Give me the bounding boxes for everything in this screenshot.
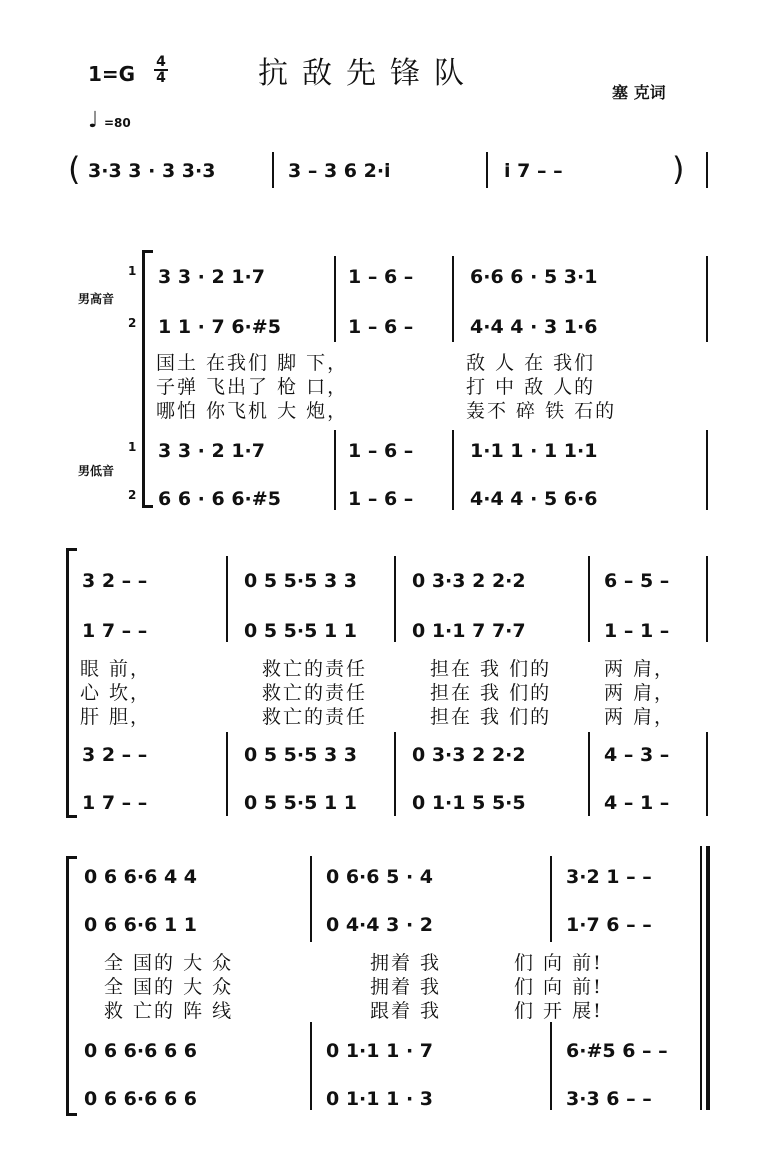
intro-measure: i 7 – – — [504, 160, 563, 182]
lyric-line: 两 肩， — [604, 682, 676, 704]
barline — [334, 256, 336, 342]
lyric-line: 轰不 碎 铁 石的 — [466, 400, 617, 422]
lyric-line: 敌 人 在 我们 — [466, 352, 596, 374]
final-barline — [706, 152, 708, 188]
voice-number: 1 — [128, 440, 137, 454]
barline — [272, 152, 274, 188]
voice-number: 2 — [128, 316, 137, 330]
lyric-line: 眼 前， — [80, 658, 152, 680]
barline — [452, 430, 454, 510]
tenor2-measure: 0 5 5·5 1 1 — [244, 620, 357, 642]
tenor2-measure: 4·4 4 · 3 1·6 — [470, 316, 598, 338]
lyric-line: 们 开 展! — [514, 1000, 603, 1022]
barline — [226, 556, 228, 642]
final-barline — [700, 846, 702, 1110]
barline — [452, 256, 454, 342]
barline — [310, 856, 312, 942]
barline — [588, 556, 590, 642]
bass2-measure: 0 1·1 1 · 3 — [326, 1088, 433, 1110]
bass1-measure: 3 3 · 2 1·7 — [158, 440, 265, 462]
song-title: 抗敌先锋队 — [258, 56, 478, 91]
barline — [394, 556, 396, 642]
tenor1-measure: 6·6 6 · 5 3·1 — [470, 266, 598, 288]
tenor1-measure: 3 2 – – — [82, 570, 148, 592]
barline — [550, 856, 552, 942]
intro-close-paren: ) — [672, 150, 685, 188]
bass1-measure: 0 1·1 1 · 7 — [326, 1040, 433, 1062]
bass1-measure: 6·#5 6 – – — [566, 1040, 668, 1062]
part-label-bass: 男低音 — [78, 464, 115, 478]
bass1-measure: 0 6 6·6 6 6 — [84, 1040, 197, 1062]
lyric-line: 救亡的责任 — [262, 706, 368, 728]
tenor1-measure: 3·2 1 – – — [566, 866, 652, 888]
bass2-measure: 4·4 4 · 5 6·6 — [470, 488, 598, 510]
time-signature: 4 4 — [154, 55, 168, 85]
voice-number: 1 — [128, 264, 137, 278]
tenor1-measure: 0 6·6 5 · 4 — [326, 866, 433, 888]
bass1-measure: 0 3·3 2 2·2 — [412, 744, 526, 766]
tenor1-measure: 0 5 5·5 3 3 — [244, 570, 357, 592]
lyric-line: 国土 在我们 脚 下， — [156, 352, 349, 374]
bass2-measure: 0 6 6·6 6 6 — [84, 1088, 197, 1110]
lyricist-credit: 塞 克词 — [612, 83, 666, 102]
lyric-line: 担在 我 们的 — [430, 658, 552, 680]
barline — [706, 732, 708, 816]
system-bracket — [66, 548, 77, 818]
tenor2-measure: 1 1 · 7 6·#5 — [158, 316, 281, 338]
bass2-measure: 1 – 6 – — [348, 488, 414, 510]
bass2-measure: 6 6 · 6 6·#5 — [158, 488, 281, 510]
barline — [706, 556, 708, 642]
bass2-measure: 0 5 5·5 1 1 — [244, 792, 357, 814]
lyric-line: 肝 胆， — [80, 706, 152, 728]
key-signature: 1=G — [88, 62, 136, 86]
tenor2-measure: 0 1·1 7 7·7 — [412, 620, 526, 642]
lyric-line: 担在 我 们的 — [430, 706, 552, 728]
tenor1-measure: 1 – 6 – — [348, 266, 414, 288]
tenor2-measure: 1·7 6 – – — [566, 914, 652, 936]
barline — [588, 732, 590, 816]
bass1-measure: 1·1 1 · 1 1·1 — [470, 440, 598, 462]
lyric-line: 哪怕 你飞机 大 炮， — [156, 400, 349, 422]
final-barline-thick — [706, 846, 710, 1110]
lyric-line: 两 肩， — [604, 658, 676, 680]
lyric-line: 拥着 我 — [370, 976, 442, 998]
tempo-value: =80 — [104, 116, 131, 130]
tenor1-measure: 6 – 5 – — [604, 570, 670, 592]
tenor2-measure: 0 6 6·6 1 1 — [84, 914, 197, 936]
lyric-line: 心 坎， — [80, 682, 152, 704]
barline — [706, 256, 708, 342]
bass2-measure: 0 1·1 5 5·5 — [412, 792, 526, 814]
lyric-line: 全 国的 大 众 — [104, 952, 234, 974]
tenor1-measure: 3 3 · 2 1·7 — [158, 266, 265, 288]
bass2-measure: 1 7 – – — [82, 792, 148, 814]
bass2-measure: 4 – 1 – — [604, 792, 670, 814]
tempo-note-icon: ♩ — [88, 108, 99, 133]
intro-measure: 3·3 3 · 3 3·3 — [88, 160, 216, 182]
bass1-measure: 4 – 3 – — [604, 744, 670, 766]
lyric-line: 担在 我 们的 — [430, 682, 552, 704]
barline — [310, 1022, 312, 1110]
part-label-tenor: 男高音 — [78, 292, 115, 306]
bass1-measure: 0 5 5·5 3 3 — [244, 744, 357, 766]
lyric-line: 们 向 前! — [514, 976, 603, 998]
tenor2-measure: 1 7 – – — [82, 620, 148, 642]
lyric-line: 两 肩， — [604, 706, 676, 728]
system-bracket — [66, 856, 77, 1116]
barline — [706, 430, 708, 510]
lyric-line: 全 国的 大 众 — [104, 976, 234, 998]
barline — [394, 732, 396, 816]
tenor1-measure: 0 3·3 2 2·2 — [412, 570, 526, 592]
lyric-line: 跟着 我 — [370, 1000, 442, 1022]
intro-open-paren: ( — [68, 150, 81, 188]
barline — [334, 430, 336, 510]
lyric-line: 拥着 我 — [370, 952, 442, 974]
barline — [486, 152, 488, 188]
lyric-line: 打 中 敌 人的 — [466, 376, 596, 398]
tenor2-measure: 1 – 6 – — [348, 316, 414, 338]
lyric-line: 救亡的责任 — [262, 658, 368, 680]
bass1-measure: 1 – 6 – — [348, 440, 414, 462]
lyric-line: 救亡的责任 — [262, 682, 368, 704]
intro-measure: 3 – 3 6 2·i — [288, 160, 391, 182]
bass2-measure: 3·3 6 – – — [566, 1088, 652, 1110]
tenor1-measure: 0 6 6·6 4 4 — [84, 866, 197, 888]
lyric-line: 们 向 前! — [514, 952, 603, 974]
bass1-measure: 3 2 – – — [82, 744, 148, 766]
system-bracket — [142, 250, 153, 508]
barline — [550, 1022, 552, 1110]
tenor2-measure: 0 4·4 3 · 2 — [326, 914, 433, 936]
tenor2-measure: 1 – 1 – — [604, 620, 670, 642]
voice-number: 2 — [128, 488, 137, 502]
lyric-line: 子弹 飞出了 枪 口， — [156, 376, 349, 398]
lyric-line: 救 亡的 阵 线 — [104, 1000, 234, 1022]
barline — [226, 732, 228, 816]
